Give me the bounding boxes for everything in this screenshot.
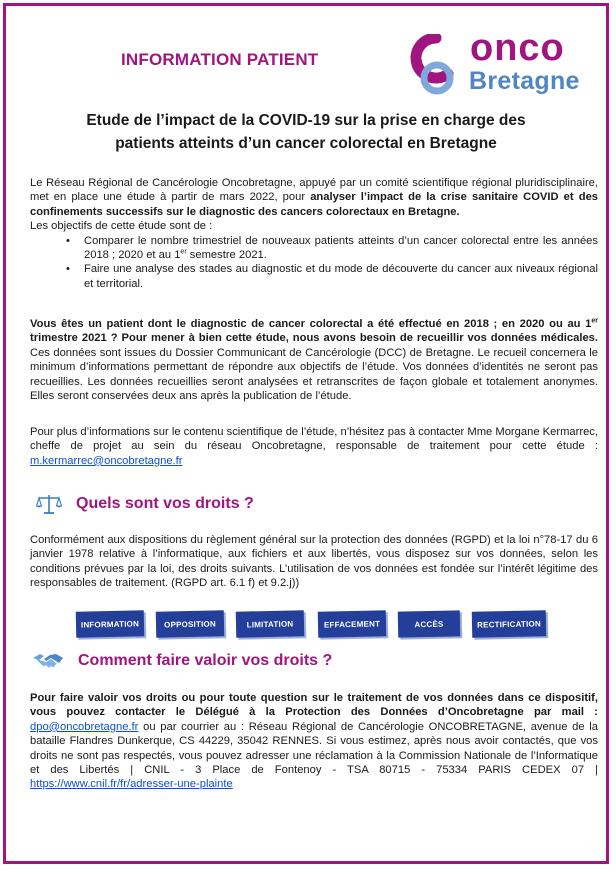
exercise-section-title: Comment faire valoir vos droits ? [78, 652, 333, 669]
intro-paragraph [30, 176, 598, 219]
header-title: INFORMATION PATIENT [121, 50, 319, 69]
information-badge: INFORMATION [76, 610, 145, 637]
rights-section-title: Quels sont vos droits ? [76, 495, 254, 512]
exercise-paragraph [30, 691, 598, 792]
study-title [36, 109, 576, 155]
cnil-complaint-link[interactable]: https://www.cnil.fr/fr/adresser-une-plainte [30, 778, 233, 791]
intro-block [30, 176, 598, 291]
intro-text: Le Réseau Régional de Cancérologie Oncobretagne, appuyé par un comité scientifique régional pluridisciplinaire, met en place une étude à partir de mars 2022, pour [30, 177, 598, 204]
logo-text-bretagne: Bretagne [469, 67, 580, 95]
exercise-bold-text: Pour faire valoir vos droits ou pour toute question sur le traitement de vos données dans ce dispositif, vous pouvez contacter le Délégué à la Protection des Données d’Oncobretagne par mail : [30, 692, 598, 719]
superscript: er [180, 248, 187, 256]
opposition-badge: OPPOSITION [156, 610, 225, 637]
objectives-list [30, 234, 598, 292]
handshake-icon [32, 650, 64, 672]
superscript: er [591, 317, 598, 325]
document-page [3, 3, 609, 864]
exercise-text: ou par courrier au : Réseau Régional de Cancérologie ONCOBRETAGNE, avenue de la bataille Flandres Dunkerque, CS 44229, 35042 RENNES. Si vous estimez, après nous avoir contactés, que vos droits ne sont pas respectés, vous pouvez adresser une réclamation à la Commission Nationale de l’Informatique et des Libertés | CNIL - 3 Place de Fontenoy - TSA 80715 - 75334 PARIS CEDEX 07 | [30, 720, 598, 777]
objective-text-end: semestre 2021. [186, 249, 267, 262]
rights-buttons [76, 611, 546, 639]
study-title-line-1: Etude de l’impact de la COVID-19 sur la prise en charge des [86, 112, 526, 129]
acces-badge: ACCÈS [398, 610, 461, 637]
intro-bold-text: analyser l’impact de la crise sanitaire COVID et des confinements successifs sur le diagnostic des cancers colorectaux en Bretagne. [30, 191, 599, 218]
study-title-line-2: patients atteints d’un cancer colorectal en Bretagne [115, 135, 497, 152]
patient-text: Ces données sont issues du Dossier Communicant de Cancérologie (DCC) de Bretagne. Le recueil concernera le minimum d’informations permettant de répondre aux objectifs de l’étude. Vos données d’identités ne seront pas recueillies. Les données recueillies seront analysées et retranscrites de façon globale et totalement anonymes. Elles seront conservées deux ans après la publication de l’étude. [30, 346, 598, 403]
dpo-email-link[interactable]: dpo@oncobretagne.fr [30, 720, 139, 733]
effacement-badge: EFFACEMENT [318, 610, 387, 637]
list-item [30, 234, 598, 263]
rights-text: Conformément aux dispositions du règlement général sur la protection des données (RGPD) et la loi n°78-17 du 6 janvier 1978 relative à l’informatique, aux fichiers et aux libertés, vous disposez sur vos données, selon les conditions prévues par la loi, des droits suivants. L’utilisation de vos données est fondée sur l’intérêt légitime des responsables de traitement. (RGPD art. 6.1 f) et 9.2.j)) [30, 534, 598, 590]
logo-mark-icon [404, 34, 464, 100]
logo-text-onco: onco [470, 27, 565, 69]
objectives-intro: Les objectifs de cette étude sont de : [30, 220, 213, 233]
patient-bold-text-end: trimestre 2021 ? Pour mener à bien cette étude, nous avons besoin de recueillir vos données médicales. [30, 332, 598, 345]
exercise-section-heading [32, 650, 332, 672]
objective-text: Faire une analyse des stades au diagnostic et du mode de découverte du cancer aux niveaux régional et territorial. [84, 263, 598, 290]
oncobretagne-logo [404, 27, 594, 100]
list-item [30, 262, 598, 291]
objective-text: Comparer le nombre trimestriel de nouveaux patients atteints d’un cancer colorectal entre les années 2018 ; 2020 et au 1 [84, 234, 598, 262]
patient-bold-text: Vous êtes un patient dont le diagnostic de cancer colorectal a été effectué en 2018 ; en 2020 ou au 1 [30, 318, 592, 330]
rights-paragraph [30, 533, 598, 591]
contact-paragraph [30, 425, 598, 468]
contact-text: Pour plus d’informations sur le contenu scientifique de l’étude, n’hésitez pas à contacter Mme Morgane Kermarrec, cheffe de projet au sein du réseau Oncobretagne, responsable de traitement pour cette étude : [30, 426, 598, 453]
scales-icon [36, 492, 62, 516]
patient-paragraph [30, 317, 598, 403]
limitation-badge: LIMITATION [236, 610, 305, 637]
contact-email-link[interactable]: m.kermarrec@oncobretagne.fr [30, 454, 183, 467]
rights-section-heading [36, 492, 254, 516]
rectification-badge: RECTIFICATION [472, 610, 547, 638]
